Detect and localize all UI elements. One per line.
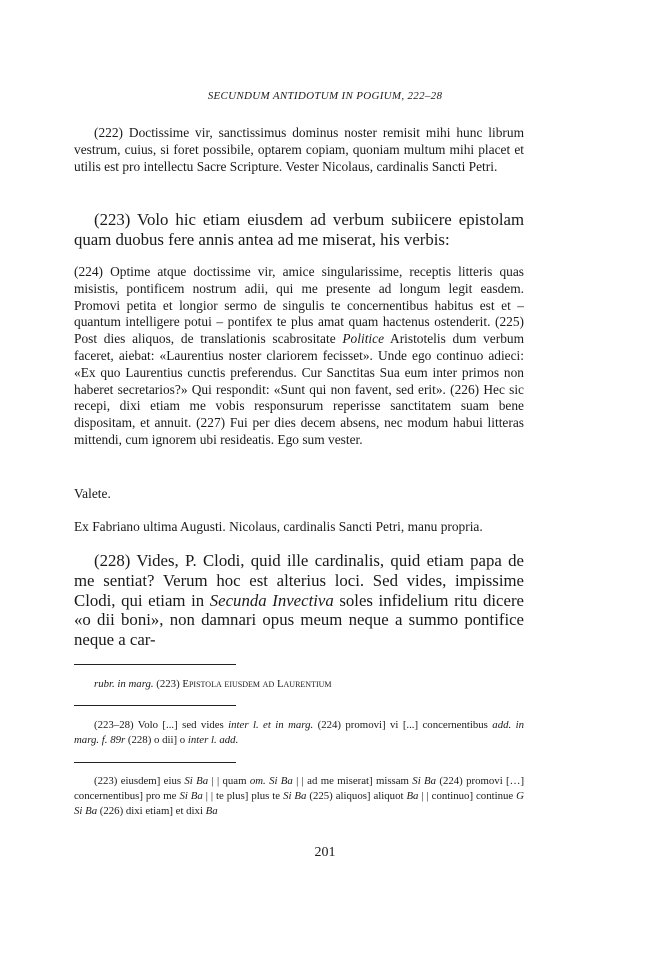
apparatus-text: | | ad me miserat] missam <box>292 775 413 787</box>
letter-text-part: (224) Optime atque doctissime vir, amice singularissime, receptis litteris quas misistis, pontificem nostrum adii, qui me presente ad longum legit easdem. Promovi petita et longior sermo de singulis te concernentibus habitus est et – quantum intelligere potui – pontifex te plus amat quam hactenus ostenderit. (225) Post dies aliquos, de translationis scabrositate <box>74 264 524 347</box>
apparatus-text: | | continuo] continue <box>418 790 517 802</box>
apparatus-note-variants <box>74 774 524 819</box>
apparatus-text: (224) promovi […] concernentibus] pro me <box>74 775 525 802</box>
running-head: SECUNDUM ANTIDOTUM IN POGIUM, 222–28 <box>207 90 443 102</box>
paragraph-text-part: (228) Vides, P. Clodi, quid ille cardinalis, quid etiam papa de me sentiat? Verum hoc est alterius loci. Sed vides, impissime Clodi, qui etiam in <box>74 551 524 610</box>
apparatus-siglum: Ba <box>406 790 419 802</box>
apparatus-note-manuscript <box>74 718 524 748</box>
apparatus-siglum: inter l. add. <box>187 734 239 746</box>
paragraph-223: (223) Volo hic etiam eiusdem ad verbum subiicere epistolam quam duobus fere annis antea ad me miserat, his verbis: <box>74 210 524 249</box>
rubric-label: rubr. in marg. <box>94 678 154 690</box>
paragraph-text-part: soles infidelium ritu dicere «o dii boni», non damnari opus meum neque a summo pontifice neque a car- <box>74 590 524 650</box>
apparatus-siglum: Si Ba <box>412 775 437 787</box>
footnote-rule <box>74 664 236 665</box>
apparatus-text: (224) promovi] vi [...] concernentibus <box>313 719 493 731</box>
apparatus-text: (226) dixi etiam] et dixi <box>97 805 206 817</box>
apparatus-text: | | te plus] plus te <box>202 790 284 802</box>
apparatus-siglum: Si Ba <box>283 790 307 802</box>
apparatus-text: (223–28) Volo [...] sed vides <box>94 719 229 731</box>
apparatus-siglum: om. Si Ba <box>249 775 293 787</box>
apparatus-text: (228) o dii] o <box>125 734 188 746</box>
rubric-note <box>74 677 524 692</box>
apparatus-siglum: add. in marg. f. 89r <box>74 719 525 746</box>
rubric-text: Epistola eiusdem ad Laurentium <box>182 678 332 690</box>
apparatus-text: (225) aliquos] aliquot <box>306 790 407 802</box>
italic-title-secunda-invectiva: Secunda Invectiva <box>209 590 334 610</box>
valete: Valete. <box>74 486 111 501</box>
apparatus-text: (223) eiusdem] eius <box>94 775 185 787</box>
apparatus-siglum: Ba <box>205 805 218 817</box>
page-number: 201 <box>314 845 336 860</box>
paragraph-222: (222) Doctissime vir, sanctissimus dominus noster remisit mihi hunc librum vestrum, cuius, si foret possibile, optarem copiam, quoniam multum mihi placet et utilis est pro intellectu Sacre Scripture. Vester Nicolaus, cardinalis Sancti Petri. <box>74 125 524 174</box>
letter-224-227 <box>74 264 524 449</box>
letter-closing: Ex Fabriano ultima Augusti. Nicolaus, cardinalis Sancti Petri, manu propria. <box>74 519 483 534</box>
rubric-number: (223) <box>153 678 183 690</box>
apparatus-siglum: Si Ba <box>179 790 203 802</box>
footnote-rule <box>74 762 236 763</box>
letter-text-part: Aristotelis dum verbum faceret, aiebat: «Laurentius noster clariorem fecisset». Unde ego continuo adieci: «Ex quo Laurentius cunctis preferendus. Cur Sanctitas Sua eum inter primos non haberet secretarios?» Qui respondit: «Sunt qui non favent, sed erit». (226) Hec sic recepi, dixi etiam me vobis responsurum reperisse sanctitatem suam bene dispositam, et annuit. (227) Fui per dies decem absens, nec modum habui litteras mittendi, cum ignorem ubi resideatis. Ego sum vester. <box>74 331 524 447</box>
apparatus-siglum: Si Ba <box>184 775 209 787</box>
italic-title-politice: Politice <box>342 331 385 347</box>
paragraph-228 <box>74 551 524 650</box>
footnote-rule <box>74 705 236 706</box>
apparatus-siglum: inter l. et in marg. <box>228 719 314 731</box>
apparatus-siglum: G Si Ba <box>74 790 524 817</box>
apparatus-text: | | quam <box>208 775 250 787</box>
